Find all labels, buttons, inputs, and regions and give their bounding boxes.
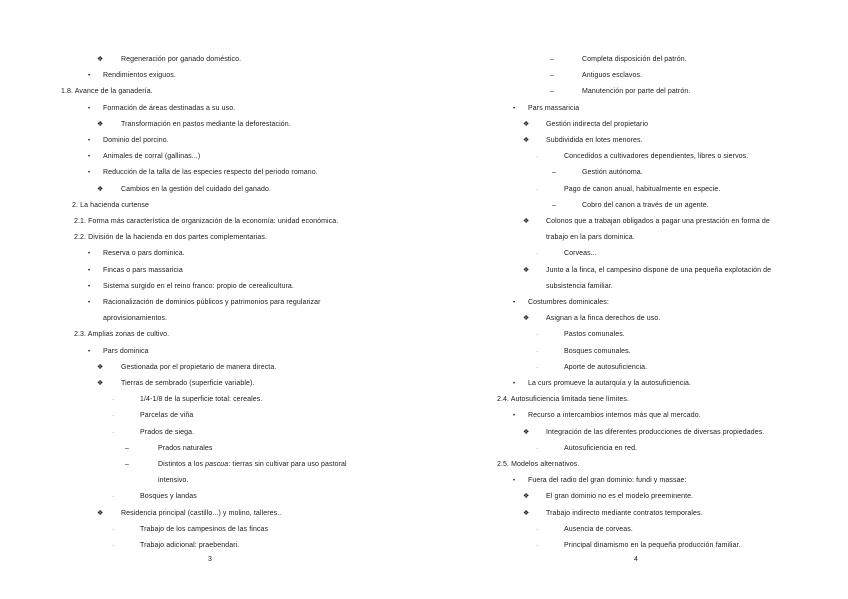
dash-bullet-icon: – <box>550 72 554 80</box>
bullet-icon: • <box>513 478 516 485</box>
text-line: Formación de áreas destinadas a su uso. <box>103 104 236 112</box>
dash-bullet-icon: – <box>552 201 556 209</box>
diamond-bullet-icon: ❖ <box>97 56 104 63</box>
diamond-bullet-icon: ❖ <box>523 493 530 501</box>
text-line: subsistencia familiar. <box>546 282 613 290</box>
bullet-icon: • <box>513 381 516 387</box>
text-line: Rendimientos exiguos. <box>103 72 176 80</box>
diamond-bullet-icon: ❖ <box>97 185 104 193</box>
text-line: Ausencia de corveas. <box>564 525 633 533</box>
text-line: Sistema surgido en el reino franco: propio de cerealicultura. <box>103 282 294 290</box>
diamond-bullet-icon: ❖ <box>523 218 530 225</box>
dash-bullet-icon: – <box>125 461 129 468</box>
dot-bullet-icon: · <box>112 413 114 420</box>
text-line: Junto a la finca, el campesino dispone de una pequeña explotación de <box>546 266 772 274</box>
dot-bullet-icon: · <box>536 332 538 339</box>
text-line: Colonos que a trabajan obligados a pagar una prestación en forma de <box>546 218 770 225</box>
diamond-bullet-icon: ❖ <box>97 380 104 387</box>
dash-bullet-icon: – <box>125 444 129 452</box>
diamond-bullet-icon: ❖ <box>97 363 104 371</box>
text-line: Residencia principal (castillo...) y molino, talleres.. <box>121 509 282 517</box>
bullet-icon: • <box>88 348 91 355</box>
text-line: Trabajo de los campesinos de las fincas <box>140 525 269 533</box>
dot-bullet-icon: · <box>112 397 114 404</box>
bullet-icon: • <box>513 105 516 112</box>
dot-bullet-icon: · <box>536 526 538 533</box>
dash-bullet-icon: – <box>550 88 554 96</box>
text-line: Bosques y landas <box>140 493 197 501</box>
text-line: Corveas... <box>564 250 597 258</box>
text-line: Concedidos a cultivadores dependientes, libres o siervos. <box>564 153 749 161</box>
text-line: Dominio del porcino. <box>103 137 169 144</box>
diamond-bullet-icon: ❖ <box>523 266 530 274</box>
dot-bullet-icon: · <box>112 526 114 533</box>
text-line: Reducción de la talla de las especies respecto del periodo romano. <box>103 169 318 177</box>
diamond-bullet-icon: ❖ <box>97 120 104 128</box>
dot-bullet-icon: · <box>536 348 538 355</box>
text-line: Integración de las diferentes producciones de diversas propiedades. <box>546 428 765 436</box>
bullet-icon: • <box>88 73 91 80</box>
text-line: 2.3. Amplias zonas de cultivo. <box>74 331 170 339</box>
text-line: Completa disposición del patrón. <box>582 56 687 63</box>
text-line: intensivo. <box>158 477 189 485</box>
text-line: 2.1. Forma más característica de organización de la economía: unidad económica. <box>74 218 339 225</box>
diamond-bullet-icon: ❖ <box>523 120 530 128</box>
text-line: Gestionada por el propietario de manera directa. <box>121 363 277 371</box>
bullet-icon: • <box>88 105 91 112</box>
text-line: Cambios en la gestión del cuidado del ganado. <box>121 185 272 193</box>
dot-bullet-icon: · <box>536 186 538 193</box>
bullet-icon: • <box>88 154 91 161</box>
dot-bullet-icon: · <box>536 154 538 161</box>
dot-bullet-icon: · <box>112 543 114 549</box>
dash-bullet-icon: – <box>550 56 554 63</box>
dot-bullet-icon: · <box>112 429 114 436</box>
text-line: Antiguos esclavos. <box>582 72 643 80</box>
text-line: Pars massaricia <box>528 104 580 112</box>
text-line: trabajo en la pars dominica. <box>546 234 635 242</box>
text-line: Subdividida en lotes menores. <box>546 137 643 144</box>
text-line: Autosuficiencia en red. <box>564 444 638 452</box>
dot-bullet-icon: · <box>536 543 538 549</box>
text-line: Fuera del radio del gran dominio: fundi y massae: <box>528 477 687 485</box>
text-line: Aporte de autosuficiencia. <box>564 363 648 371</box>
bullet-icon: • <box>88 283 91 290</box>
text-line: Gestión indirecta del propietario <box>546 120 649 128</box>
text-line: 2.2. División de la hacienda en dos partes complementarias. <box>74 234 268 242</box>
text-line: Manutención por parte del patrón. <box>582 88 691 96</box>
text-line: 1/4-1/8 de la superficie total: cereales. <box>140 396 263 404</box>
text-line: Reserva o pars dominica. <box>103 250 185 258</box>
text-line: 2.4. Autosuficiencia limitada tiene límites. <box>497 396 630 404</box>
text-line: Recurso a intercambios internos más que al mercado. <box>528 412 701 420</box>
text-line: Pago de canon anual, habitualmente en especie. <box>564 185 721 193</box>
diamond-bullet-icon: ❖ <box>97 509 104 517</box>
bullet-icon: • <box>88 138 91 144</box>
text-line: Racionalización de dominios públicos y patrimonios para regularizar <box>103 299 321 306</box>
text-line: Trabajo adicional: praebendari. <box>140 542 240 549</box>
text-line: aprovisionamientos. <box>103 315 168 323</box>
bullet-icon: • <box>88 300 91 306</box>
italic-term: pascua <box>205 461 229 468</box>
page-number: 3 <box>208 556 212 563</box>
text-line: Prados naturales <box>158 444 213 452</box>
text-line: Cobro del canon a través de un agente. <box>582 201 709 209</box>
text-line: Bosques comunales. <box>564 347 631 355</box>
text-line: Trabajo indirecto mediante contratos temporales. <box>546 509 703 517</box>
text-line: 1.8. Avance de la ganadería. <box>61 88 153 96</box>
text-line: 2. La hacienda curtense <box>72 201 150 209</box>
text-line: Asignan a la finca derechos de uso. <box>546 315 661 323</box>
page-3 <box>0 0 400 599</box>
diamond-bullet-icon: ❖ <box>523 315 530 323</box>
diamond-bullet-icon: ❖ <box>523 137 530 144</box>
dot-bullet-icon: · <box>536 445 538 452</box>
text-line: La curs promueve la autarquía y la autosuficiencia. <box>528 380 692 387</box>
text-line: Parcelas de viña <box>140 412 194 420</box>
text-line-segment: Distintos a los <box>158 461 206 468</box>
page-number: 4 <box>634 556 638 563</box>
bullet-icon: • <box>513 300 516 306</box>
text-line <box>158 461 347 469</box>
dot-bullet-icon: · <box>536 251 538 258</box>
text-line: Prados de siega. <box>140 428 195 436</box>
text-line: El gran dominio no es el modelo preeminente. <box>546 493 694 501</box>
text-line: Pars dominica <box>103 347 149 355</box>
bullet-icon: • <box>88 251 91 258</box>
text-line: Regeneración por ganado doméstico. <box>121 56 242 63</box>
dot-bullet-icon: · <box>112 494 114 501</box>
text-line: Pastos comunales. <box>564 331 625 339</box>
bullet-icon: • <box>88 267 91 274</box>
text-line: Costumbres dominicales: <box>528 299 609 306</box>
diamond-bullet-icon: ❖ <box>523 509 530 517</box>
text-line: Animales de corral (gallinas...) <box>103 153 201 161</box>
text-line: Principal dinamismo en la pequeña producción familiar. <box>564 542 741 549</box>
bullet-icon: • <box>88 170 91 177</box>
bullet-icon: • <box>513 413 516 420</box>
diamond-bullet-icon: ❖ <box>523 428 530 436</box>
text-line: Fincas o pars massaricia <box>103 266 183 274</box>
text-line: 2.5. Modelos alternativos. <box>497 461 580 468</box>
text-line: Gestión autónoma. <box>582 169 643 177</box>
dot-bullet-icon: · <box>536 364 538 371</box>
text-line-segment: : tierras sin cultivar para uso pastoral <box>228 461 347 468</box>
text-line: Transformación en pastos mediante la deforestación. <box>121 120 291 128</box>
dash-bullet-icon: – <box>552 169 556 177</box>
text-line: Tierras de sembrado (superficie variable). <box>121 380 255 387</box>
page-4 <box>424 0 824 599</box>
